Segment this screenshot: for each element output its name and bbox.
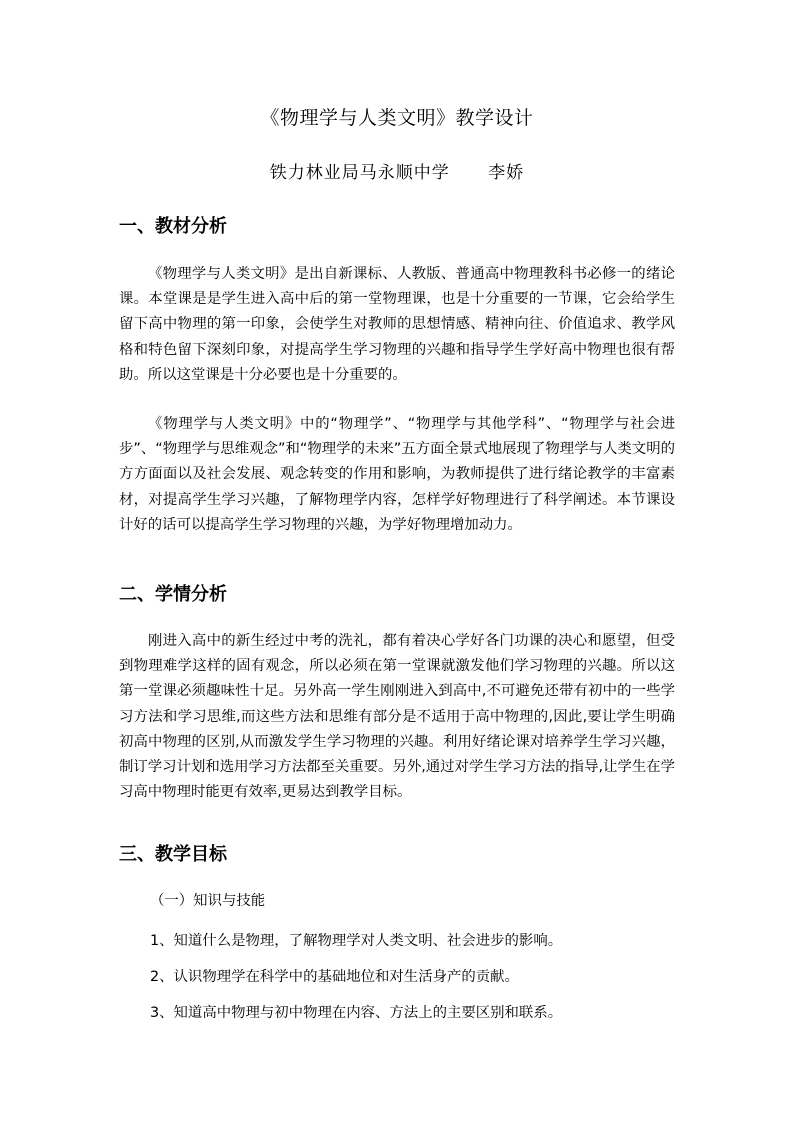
paragraph: 《物理学与人类文明》中的“物理学”、“物理学与其他学科”、“物理学与社会进步”、“物理学与思维观念”和“物理学的未来”五方面全景式地展现了物理学与人类文明的方方面面以及社会发展、观念转变的作用和影响，为教师提供了进行绪论教学的丰富素材，对提高学生学习兴趣，了解物理学内容，怎样学好物理进行了科学阐述。本节课设计好的话可以提高学生学习物理的兴趣，为学好物理增加动力。 <box>119 416 675 533</box>
list-item: 3、知道高中物理与初中物理在内容、方法上的主要区别和联系。 <box>150 1005 563 1021</box>
document-title: 《物理学与人类文明》教学设计 <box>260 107 534 129</box>
author-line: 铁力林业局马永顺中学 李娇 <box>269 163 525 183</box>
paragraph: 《物理学与人类文明》是出自新课标、人教版、普通高中物理教科书必修一的绪论课。本堂课是是学生进入高中后的第一堂物理课，也是十分重要的一节课，它会给学生留下高中物理的第一印象，会使学生对教师的思想情感、精神向往、价值追求、教学风格和特色留下深刻印象，对提高学生学习物理的兴趣和指导学生学好高中物理也很有帮助。所以这堂课是十分必要也是十分重要的。 <box>119 266 675 383</box>
section-heading-textbook-analysis: 一、教材分析 <box>119 216 227 237</box>
subheading-knowledge-skills: （一）知识与技能 <box>150 893 266 909</box>
section-heading-learner-analysis: 二、学情分析 <box>119 584 227 605</box>
list-item: 2、认识物理学在科学中的基础地位和对生活身产的贡献。 <box>150 969 519 985</box>
section-heading-teaching-objectives: 三、教学目标 <box>119 844 227 865</box>
list-item: 1、知道什么是物理，了解物理学对人类文明、社会进步的影响。 <box>150 933 563 949</box>
paragraph: 刚进入高中的新生经过中考的洗礼，都有着决心学好各门功课的决心和愿望，但受到物理难学这样的固有观念，所以必须在第一堂课就激发他们学习物理的兴趣。所以这第一堂课必须趣味性十足。另外高一学生刚刚进入到高中,不可避免还带有初中的一些学习方法和学习思维,而这些方法和思维有部分是不适用于高中物理的,因此,要让学生明确初高中物理的区别,从而激发学生学习物理的兴趣。利用好绪论课对培养学生学习兴趣，制订学习计划和选用学习方法都至关重要。另外,通过对学生学习方法的指导,让学生在学习高中物理时能更有效率,更易达到教学目标。 <box>119 633 675 801</box>
